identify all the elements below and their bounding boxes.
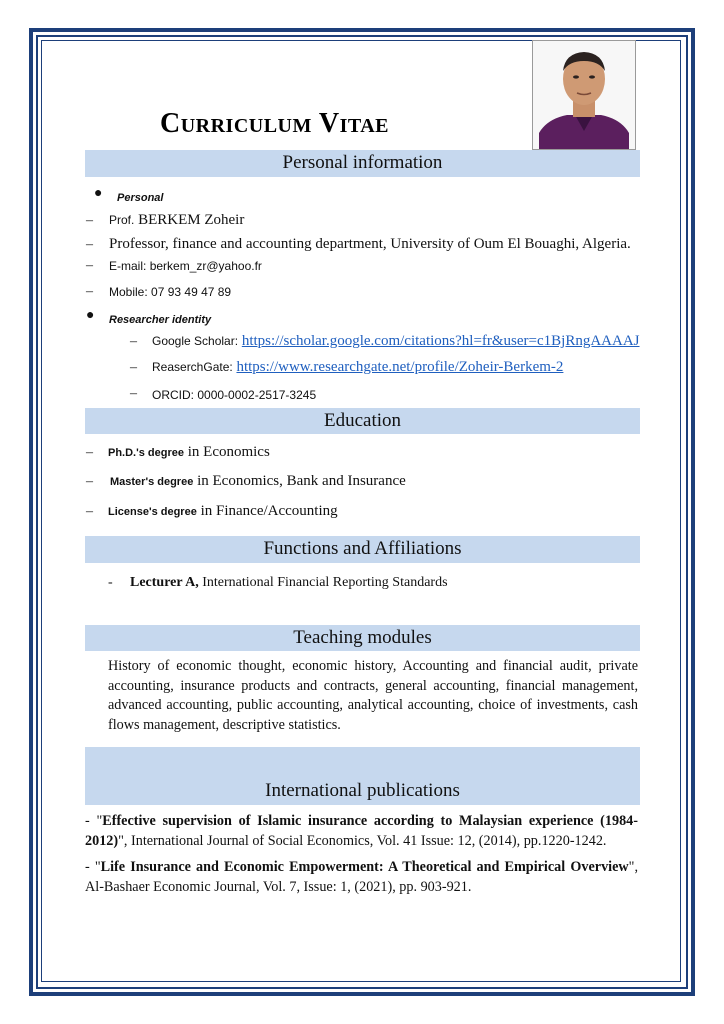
section-education (85, 408, 640, 434)
name-prefix: Prof. (109, 213, 135, 227)
dash-icon: – (86, 445, 93, 460)
bullet-icon: ● (86, 308, 95, 323)
publication-item: - "Effective supervision of Islamic insurance according to Malaysian experience (1984-2012)", International Journal of Social Economics, Vol. 41 Issue: 12, (2014), pp.1220-1242. (85, 813, 638, 849)
dash-icon: – (86, 504, 93, 519)
person-name: BERKEM Zoheir (138, 212, 245, 228)
section-title: Functions and Affiliations (263, 538, 462, 559)
section-publications (85, 747, 640, 805)
dash-icon: - (108, 575, 113, 590)
dash-icon: – (86, 258, 93, 273)
dash-icon: – (130, 334, 137, 349)
section-title: International publications (265, 780, 460, 801)
profile-photo (532, 40, 636, 150)
scholar-link[interactable]: https://scholar.google.com/citations?hl=fr&user=c1BjRngAAAAJ (241, 333, 640, 349)
dash-icon: – (130, 360, 137, 375)
section-title: Teaching modules (293, 627, 432, 648)
dash-icon: – (86, 213, 93, 228)
section-personal-information (85, 150, 640, 177)
researcher-identity-label: Researcher identity (109, 314, 212, 326)
researchgate-link[interactable]: https://www.researchgate.net/profile/Zoheir-Berkem-2 (236, 359, 564, 375)
orcid-line: ORCID: 0000-0002-2517-3245 (152, 388, 317, 402)
section-title: Education (323, 410, 402, 431)
email-line: E-mail: berkem_zr@yahoo.fr (109, 259, 262, 273)
dash-icon: – (86, 284, 93, 299)
scholar-line: Google Scholar: https://scholar.google.com/citations?hl=fr&user=c1BjRngAAAAJ (152, 333, 640, 349)
mobile-line: Mobile: 07 93 49 47 89 (109, 285, 232, 299)
section-functions (85, 536, 640, 563)
teaching-modules-text: History of economic thought, economic history, Accounting and financial audit, private accounting, insurance products and contracts, general accounting, financial management, advanced accounting, public accounting, analytical accounting, choice of investments, cash flows management, descriptive statistics. (108, 658, 638, 734)
dash-icon: – (86, 474, 93, 489)
name-line (109, 212, 244, 229)
education-item: Ph.D.'s degree in Economics (108, 444, 270, 460)
function-item: Lecturer A, International Financial Reporting Standards (130, 575, 448, 590)
researchgate-line: ReaserchGate: https://www.researchgate.net/profile/Zoheir-Berkem-2 (152, 359, 564, 375)
education-item: Master's degree in Economics, Bank and Insurance (110, 473, 406, 489)
dash-icon: – (86, 237, 93, 252)
education-item: License's degree in Finance/Accounting (108, 503, 338, 519)
section-title: Personal information (282, 152, 443, 173)
orcid-value: 0000-0002-2517-3245 (197, 388, 317, 402)
bullet-icon: ● (94, 186, 103, 201)
section-teaching (85, 625, 640, 651)
mobile-value: 07 93 49 47 89 (151, 285, 232, 299)
publication-item: - "Life Insurance and Economic Empowerment: A Theoretical and Empirical Overview", Al-Bashaer Economic Journal, Vol. 7, Issue: 1, (2021), pp. 903-921. (85, 859, 638, 895)
dash-icon: – (130, 386, 137, 401)
position-line: Professor, finance and accounting department, University of Oum El Bouaghi, Algeria. (109, 236, 631, 252)
email-value[interactable]: berkem_zr@yahoo.fr (149, 259, 262, 273)
cv-title: Curriculum Vitae (160, 108, 390, 139)
personal-label: Personal (117, 192, 164, 204)
